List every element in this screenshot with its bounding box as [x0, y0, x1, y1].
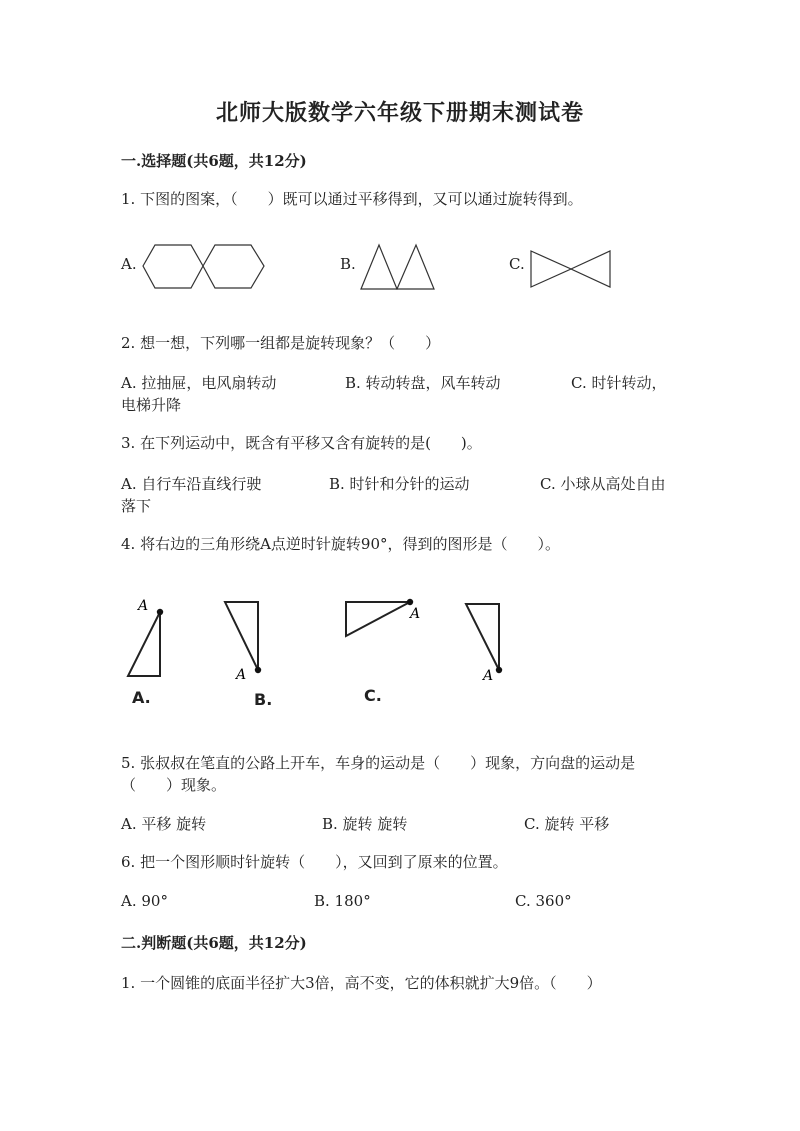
q2-option-c-continued: 电梯升降	[121, 396, 182, 414]
q1-option-a-label: A.	[121, 255, 137, 273]
point-a-label: A	[138, 598, 149, 614]
q3-option-a: A. 自行车沿直线行驶	[121, 475, 262, 493]
point-a-label: A	[410, 606, 421, 622]
original-triangle-icon	[465, 602, 505, 684]
q1-option-b-label: B.	[340, 255, 356, 273]
question-4: 4. 将右边的三角形绕A点逆时针旋转90°，得到的图形是（ ）。	[121, 535, 561, 553]
triangle-option-a-icon	[126, 596, 166, 678]
section-heading-judgement: 二.判断题(共6题，共12分)	[121, 934, 307, 952]
question-5-continued: （ ）现象。	[121, 776, 227, 794]
q2-option-a: A. 拉抽屉，电风扇转动	[121, 374, 277, 392]
question-5: 5. 张叔叔在笔直的公路上开车，车身的运动是（ ）现象，方向盘的运动是	[121, 754, 636, 772]
triangle-option-b-icon	[224, 600, 264, 682]
q5-option-c: C. 旋转 平移	[524, 815, 610, 833]
bowtie-icon	[530, 250, 612, 290]
hexagon-pair-icon	[141, 244, 267, 290]
question-2: 2. 想一想，下列哪一组都是旋转现象？（ ）	[121, 334, 441, 352]
q4-figure-b-label: B.	[254, 690, 273, 709]
page-title: 北师大版数学六年级下册期末测试卷	[215, 100, 584, 126]
q6-option-a: A. 90°	[121, 892, 168, 910]
point-a-label: A	[236, 667, 247, 683]
q2-option-c: C. 时针转动，	[571, 374, 667, 392]
question-6: 6. 把一个图形顺时针旋转（ ），又回到了原来的位置。	[121, 853, 508, 871]
q3-option-c-continued: 落下	[121, 497, 152, 515]
q6-option-b: B. 180°	[314, 892, 371, 910]
question-3: 3. 在下列运动中，既含有平移又含有旋转的是( )。	[121, 434, 482, 452]
q2-option-b: B. 转动转盘，风车转动	[345, 374, 501, 392]
q4-figure-a-label: A.	[132, 688, 151, 707]
q1-option-c-label: C.	[509, 255, 525, 273]
point-a-label: A	[483, 668, 494, 684]
section-heading-choice: 一.选择题(共6题，共12分)	[121, 152, 307, 170]
triangle-pair-icon	[360, 243, 436, 291]
q4-figure-c-label: C.	[364, 686, 382, 705]
judgement-1: 1. 一个圆锥的底面半径扩大3倍，高不变，它的体积就扩大9倍。（ ）	[121, 974, 602, 992]
question-1: 1. 下图的图案，（ ）既可以通过平移得到，又可以通过旋转得到。	[121, 190, 583, 208]
triangle-option-c-icon	[344, 598, 424, 642]
q6-option-c: C. 360°	[515, 892, 572, 910]
q3-option-c: C. 小球从高处自由	[540, 475, 666, 493]
q3-option-b: B. 时针和分针的运动	[329, 475, 470, 493]
q5-option-b: B. 旋转 旋转	[322, 815, 408, 833]
q5-option-a: A. 平移 旋转	[121, 815, 207, 833]
